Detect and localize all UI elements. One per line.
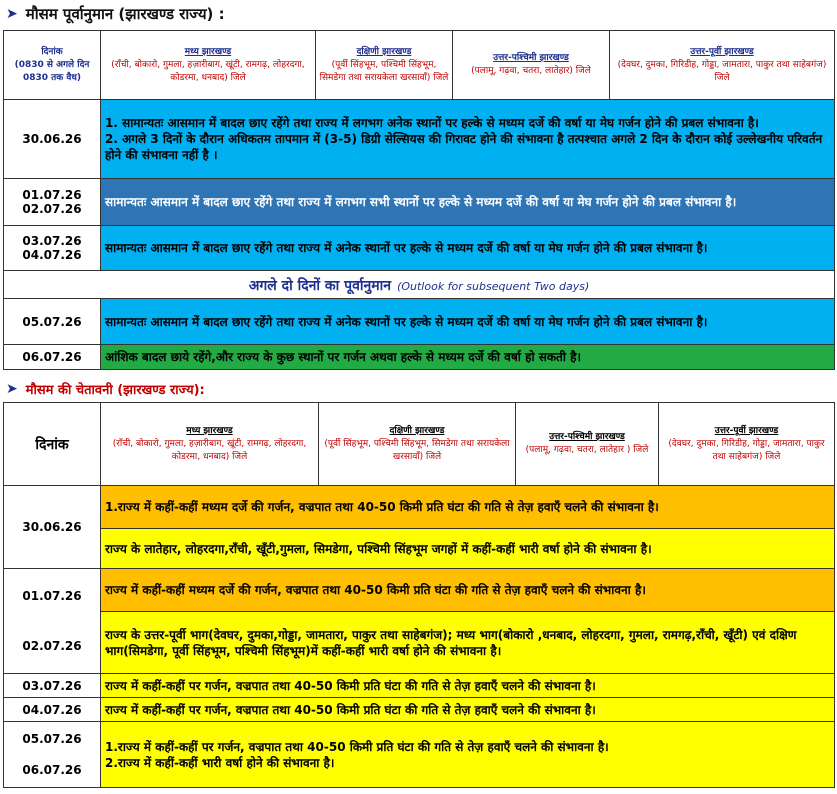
region-header-south bbox=[316, 31, 453, 100]
region-header-northwest bbox=[516, 403, 659, 486]
outlook-date: 06.07.26 bbox=[4, 345, 101, 370]
warning-text-orange: राज्य में कहीं-कहीं मध्यम दर्जे की गर्जन, वज्रपात तथा 40-50 किमी प्रति घंटा की गति से तेज़ हवाएँ चलने की संभावना है। bbox=[101, 569, 835, 612]
warning-line-2: 2.राज्य में कहीं-कहीं भारी वर्षा होने की संभावना है। bbox=[105, 755, 335, 770]
region-districts: (पूर्वी सिंहभूम, पश्चिमी सिंहभूम, सिमडेगा तथा सरायकेला खरसावाँ) जिले bbox=[319, 59, 449, 83]
warning-text-orange: 1.राज्य में कहीं-कहीं मध्यम दर्जे की गर्जन, वज्रपात तथा 40-50 किमी प्रति घंटा की गति से तेज़ हवाएँ चलने की संभावना है। bbox=[101, 486, 835, 529]
region-name: उत्तर-पश्चिमी झारखण्ड bbox=[493, 53, 569, 63]
region-districts: (पलामू, गढ़वा, चतरा, लातेहार) जिले bbox=[471, 66, 591, 76]
region-districts: (पलामू, गढ़वा, चतरा, लातेहार ) जिले bbox=[525, 445, 649, 455]
outlook-date: 05.07.26 bbox=[4, 299, 101, 345]
warning-row bbox=[4, 722, 835, 788]
region-name: मध्य झारखण्ड bbox=[184, 46, 232, 57]
warning-date bbox=[4, 722, 101, 788]
warning-date: 30.06.26 bbox=[4, 486, 101, 569]
forecast-text: सामान्यतः आसमान में बादल छाए रहेंगे तथा राज्य में अनेक स्थानों पर हल्के से मध्यम दर्जे की वर्षा या मेघ गर्जन होने की प्रबल संभावना है। bbox=[101, 226, 835, 271]
warning-title-text: मौसम की चेतावनी (झारखण्ड राज्य): bbox=[25, 383, 205, 398]
date-1: 01.07.26 bbox=[22, 589, 82, 603]
region-header-central bbox=[101, 403, 319, 486]
warning-header-row bbox=[4, 403, 835, 486]
warning-text-yellow: राज्य में कहीं-कहीं पर गर्जन, वज्रपात तथा 40-50 किमी प्रति घंटा की गति से तेज़ हवाएँ चलने की संभावना है। bbox=[101, 698, 835, 722]
warning-text-yellow: राज्य में कहीं-कहीं पर गर्जन, वज्रपात तथा 40-50 किमी प्रति घंटा की गति से तेज़ हवाएँ चलने की संभावना है। bbox=[101, 674, 835, 698]
date-note-1: (0830 से अगले दिन bbox=[14, 59, 90, 70]
forecast-line-1: 1. सामान्यतः आसमान में बादल छाए रहेंगे तथा राज्य में लगभग अनेक स्थानों पर हल्के से मध्यम दर्जे की वर्षा या मेघ गर्जन होने की प्रबल संभावना है। bbox=[105, 116, 759, 130]
date-2: 06.07.26 bbox=[22, 763, 82, 777]
region-name: दक्षिणी झारखण्ड bbox=[389, 425, 445, 436]
region-header-south bbox=[319, 403, 516, 486]
warning-date bbox=[4, 569, 101, 674]
date-2: 02.07.26 bbox=[22, 202, 82, 216]
forecast-section-title bbox=[6, 2, 225, 26]
warning-line-1: 1.राज्य में कहीं-कहीं पर गर्जन, वज्रपात तथा 40-50 किमी प्रति घंटा की गति से तेज़ हवाएँ चलने की संभावना है। bbox=[105, 739, 609, 754]
forecast-date bbox=[4, 226, 101, 271]
date-1: 03.07.26 bbox=[22, 234, 82, 248]
warning-text-yellow: राज्य के लातेहार, लोहरदगा,राँची, खूँटी,गुमला, सिमडेगा, पश्चिमी सिंहभूम जगहों में कहीं-कहीं भारी वर्षा होने की संभावना है। bbox=[101, 529, 835, 569]
outlook-text: आंशिक बादल छाये रहेंगे,और राज्य के कुछ स्थानों पर गर्जन अथवा हल्के से मध्यम दर्जे की वर्षा हो सकती है। bbox=[101, 345, 835, 370]
forecast-text bbox=[101, 100, 835, 179]
forecast-date: 30.06.26 bbox=[4, 100, 101, 179]
region-name: उत्तर-पूर्वी झारखण्ड bbox=[690, 46, 754, 57]
forecast-table bbox=[3, 30, 835, 370]
region-header-northwest bbox=[453, 31, 610, 100]
warning-row bbox=[4, 569, 835, 612]
region-name: उत्तर-पूर्वी झारखण्ड bbox=[714, 425, 779, 436]
region-name: उत्तर-पश्चिमी झारखण्ड bbox=[549, 432, 625, 442]
warning-date: 04.07.26 bbox=[4, 698, 101, 722]
date-2: 04.07.26 bbox=[22, 248, 82, 262]
region-districts: (देवघर, दुमका, गिरिडीह, गोड्डा, जामतारा, पाकुर तथा साहेबगंज) जिले bbox=[668, 438, 825, 462]
forecast-row bbox=[4, 226, 835, 271]
forecast-row bbox=[4, 100, 835, 179]
outlook-subtitle: (Outlook for subsequent Two days) bbox=[397, 279, 590, 293]
forecast-date-header bbox=[4, 31, 101, 100]
warning-text-yellow bbox=[101, 722, 835, 788]
forecast-text: सामान्यतः आसमान में बादल छाए रहेंगे तथा राज्य में लगभग सभी स्थानों पर हल्के से मध्यम दर्जे की वर्षा या मेघ गर्जन होने की प्रबल संभावना है। bbox=[101, 179, 835, 226]
arrow-right-icon: ➤ bbox=[6, 381, 18, 397]
region-districts: (पूर्वी सिंहभूम, पश्चिमी सिंहभूम, सिमडेगा तथा सरायकेला खरसावाँ) जिले bbox=[324, 438, 510, 462]
date-1: 05.07.26 bbox=[22, 732, 82, 746]
warning-row bbox=[4, 529, 835, 569]
forecast-date bbox=[4, 179, 101, 226]
warning-section-title bbox=[6, 378, 205, 400]
region-name: मध्य झारखण्ड bbox=[186, 425, 233, 436]
region-districts: (राँची, बोकारो, गुमला, हज़ारीबाग, खूंटी, रामगढ़, लोहरदगा, कोडरमा, धनबाद) जिले bbox=[112, 438, 307, 462]
region-header-northeast bbox=[659, 403, 835, 486]
date-note-2: 0830 तक वैध) bbox=[22, 72, 81, 83]
outlook-title: अगले दो दिनों का पूर्वानुमान bbox=[248, 277, 392, 294]
region-header-central bbox=[101, 31, 316, 100]
warning-date: 03.07.26 bbox=[4, 674, 101, 698]
forecast-line-2: 2. अगले 3 दिनों के दौरान अधिकतम तापमान में (3-5) डिग्री सेल्सियस की गिरावट होने की संभावना है तत्पश्चात अगले 2 दिन के दौरान कोई उल्लेखनीय परिवर्तन होने की संभावना नहीं है । bbox=[105, 132, 823, 162]
warning-row bbox=[4, 612, 835, 674]
forecast-title-text: मौसम पूर्वानुमान (झारखण्ड राज्य) : bbox=[25, 5, 225, 23]
region-name: दक्षिणी झारखण्ड bbox=[356, 46, 412, 57]
outlook-row bbox=[4, 345, 835, 370]
outlook-header-row bbox=[4, 271, 835, 299]
date-1: 01.07.26 bbox=[22, 188, 82, 202]
forecast-header-row bbox=[4, 31, 835, 100]
warning-date-header: दिनांक bbox=[4, 403, 101, 486]
warning-row bbox=[4, 674, 835, 698]
region-districts: (राँची, बोकारो, गुमला, हज़ारीबाग, खूंटी, रामगढ़, लोहरदगा, कोडरमा, धनबाद) जिले bbox=[111, 59, 305, 83]
warning-row bbox=[4, 698, 835, 722]
forecast-row bbox=[4, 179, 835, 226]
outlook-header bbox=[4, 271, 835, 299]
warning-text-yellow: राज्य के उत्तर-पूर्वी भाग(देवघर, दुमका,गोड्डा, जामतारा, पाकुर तथा साहेबगंज); मध्य भाग(बोकारो ,धनबाद, लोहरदगा, गुमला, रामगढ़,राँची, खूँटी) एवं दक्षिण भाग(सिमडेगा, पूर्वी सिंहभूम, पश्चिमी सिंहभूम)में कहीं-कहीं भारी वर्षा होने की संभावना है। bbox=[101, 612, 835, 674]
date-label: दिनांक bbox=[41, 46, 63, 57]
outlook-row bbox=[4, 299, 835, 345]
arrow-right-icon: ➤ bbox=[6, 6, 18, 22]
warning-table bbox=[3, 402, 835, 788]
region-districts: (देवघर, दुमका, गिरिडीह, गोड्डा, जामतारा, पाकुर तथा साहेबगंज) जिले bbox=[617, 59, 827, 83]
warning-row bbox=[4, 486, 835, 529]
outlook-text: सामान्यतः आसमान में बादल छाए रहेंगे तथा राज्य में अनेक स्थानों पर हल्के से मध्यम दर्जे की वर्षा या मेघ गर्जन होने की प्रबल संभावना है। bbox=[101, 299, 835, 345]
region-header-northeast bbox=[610, 31, 835, 100]
date-2: 02.07.26 bbox=[22, 639, 82, 653]
